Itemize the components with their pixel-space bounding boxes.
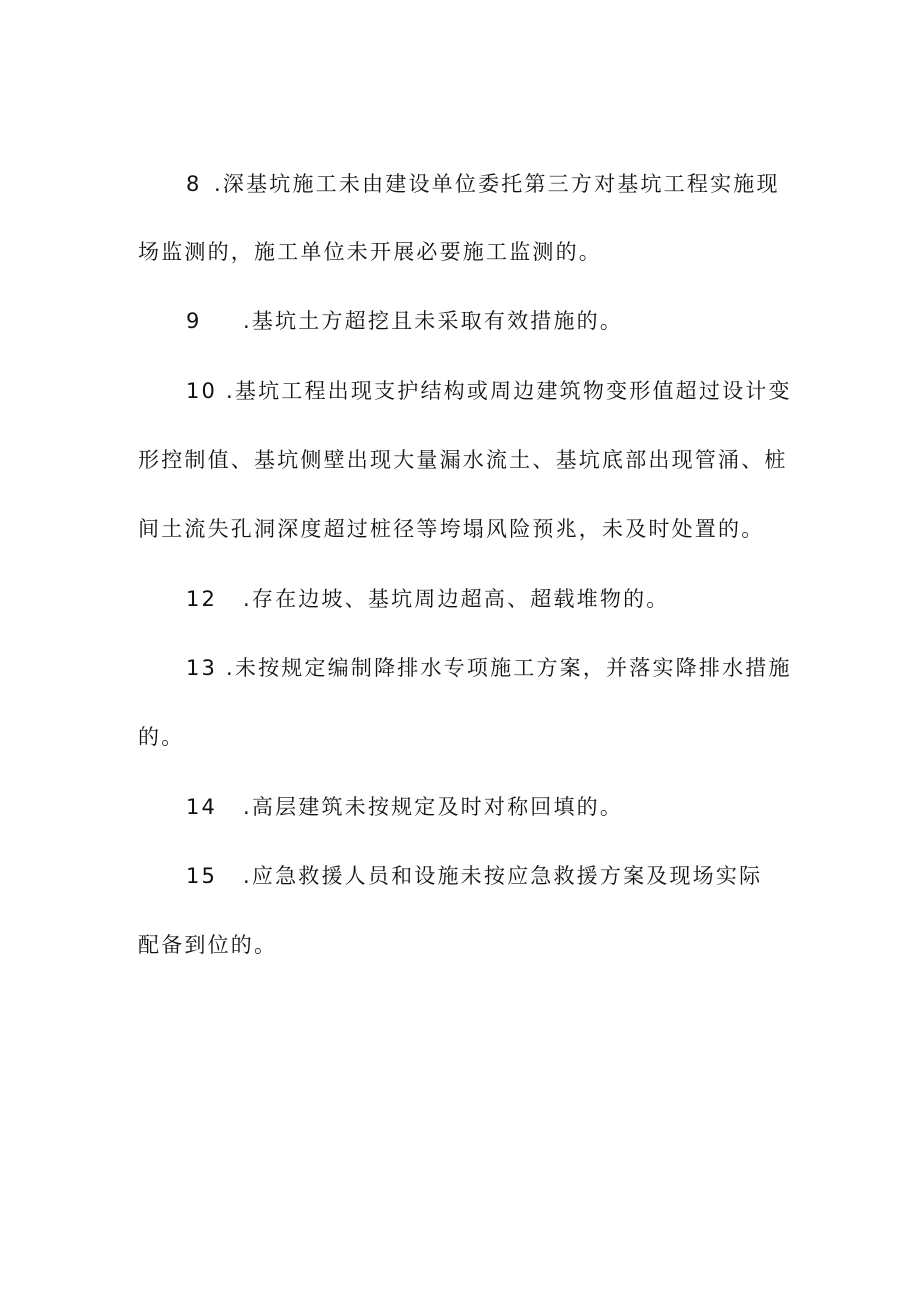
item-text: .未按规定编制降排水专项施工方案，并落实降排水措施: [226, 656, 792, 680]
item-text: .深基坑施工未由建设单位委托第三方对基坑工程实施现: [214, 172, 780, 196]
item-text: .基坑土方超挖且未采取有效措施的。: [243, 309, 624, 333]
item-text: .基坑工程出现支护结构或周边建筑物变形值超过设计变: [226, 379, 792, 403]
item-text: 场监测的，施工单位未开展必要施工监测的。: [138, 240, 602, 264]
item-number: 9: [186, 309, 202, 333]
item-15-line-2: [138, 931, 277, 959]
item-8-line-1: [186, 170, 780, 198]
item-14-line-1: [186, 793, 623, 821]
item-10-line-1: [186, 377, 792, 405]
item-13-line-2: [138, 723, 184, 751]
item-10-line-2: [138, 446, 788, 474]
item-number: 10: [186, 379, 218, 403]
item-text: 形控制值、基坑侧壁出现大量漏水流土、基坑底部出现管涌、桩: [138, 448, 788, 472]
item-text: .应急救援人员和设施未按应急救援方案及现场实际: [243, 864, 763, 888]
item-15-line-1: [186, 862, 762, 890]
item-number: 8: [186, 172, 202, 196]
item-9-line-1: [186, 307, 623, 335]
item-13-line-1: [186, 654, 792, 682]
item-8-line-2: [138, 238, 602, 266]
item-text: .存在边坡、基坑周边超高、超载堆物的。: [243, 587, 670, 611]
item-text: 间土流失孔洞深度超过桩径等垮塌风险预兆，未及时处置的。: [138, 517, 765, 541]
item-number: 12: [186, 587, 218, 611]
item-12-line-1: [186, 585, 669, 613]
item-text: 的。: [138, 725, 185, 749]
item-text: 配备到位的。: [138, 933, 278, 957]
item-text: .高层建筑未按规定及时对称回填的。: [243, 795, 624, 819]
item-number: 15: [186, 864, 218, 888]
item-number: 14: [186, 795, 218, 819]
item-number: 13: [186, 656, 218, 680]
item-10-line-3: [138, 515, 764, 543]
